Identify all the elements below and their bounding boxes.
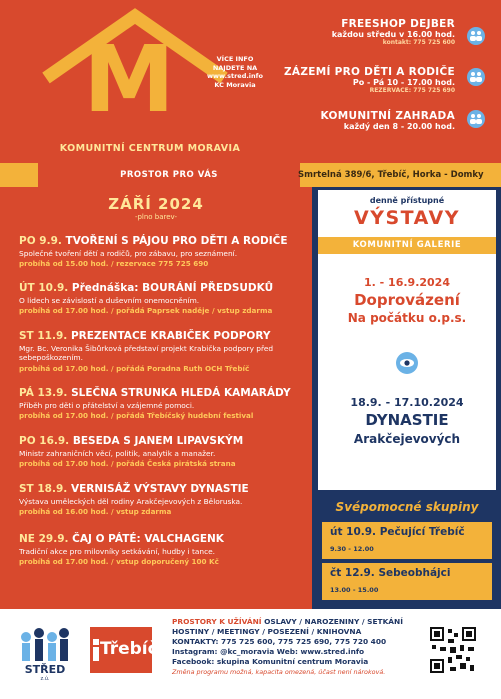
info-line: VÍCE INFO: [216, 55, 254, 63]
service-time: každou středu v 16.00 hod.: [331, 30, 455, 39]
footer: [0, 609, 501, 699]
event-title: ČAJ O PÁTÉ: VALCHAGENK: [72, 533, 224, 545]
event-date: PO 9.9.: [19, 235, 62, 247]
event-description: Ministr zahraničních věcí, politik, analytik a manažer.: [19, 449, 216, 458]
qr-code-icon: [428, 625, 478, 675]
info-link[interactable]: www.stred.info: [207, 72, 263, 80]
event-description: Příběh pro děti o přátelství a vzájemné pomoci.: [19, 401, 195, 410]
stred-name: STŘED: [24, 663, 66, 676]
event-title-line: [19, 282, 309, 294]
event-meta: probíhá od 17.00 hod. / pořádá Paprsek naděje / vstup zdarma: [19, 306, 273, 316]
header: [0, 0, 501, 163]
stred-sub: z.ú.: [40, 676, 50, 682]
event-item: [19, 533, 309, 566]
footer-note: Změna programu možná, kapacita omezená, účast není nároková.: [172, 668, 386, 676]
support-groups: [318, 496, 496, 606]
footer-label: PROSTORY K UŽÍVÁNÍ: [172, 617, 265, 626]
address: Smrtelná 389/6, Třebíč, Horka - Domky: [298, 170, 484, 180]
event-date: PÁ 13.9.: [19, 387, 68, 399]
event-title-line: [19, 533, 309, 545]
logo-letter: M: [83, 26, 171, 133]
service-contact: kontakt: 775 725 600: [382, 39, 455, 46]
gallery-label: KOMUNITNÍ GALERIE: [318, 237, 496, 254]
event-meta: probíhá od 16.00 hod. / vstup zdarma: [19, 507, 172, 517]
footer-contacts: [172, 617, 424, 677]
event-title: PREZENTACE KRABIČEK PODPORY: [70, 330, 271, 342]
event-meta: probíhá od 15.00 hod. / rezervace 775 725 690: [19, 259, 209, 269]
exhibition-date: 18.9. - 17.10.2024: [350, 396, 464, 409]
event-date: ÚT 10.9.: [19, 282, 69, 294]
event-title: BESEDA S JANEM LIPAVSKÝM: [72, 435, 244, 447]
event-description: Tradiční akce pro milovníky setkávání, hudby i tance.: [19, 547, 216, 556]
people-icon: [467, 27, 485, 45]
exhibitions-title: VÝSTAVY: [353, 207, 460, 229]
footer-phone: KONTAKTY: 775 725 600, 775 725 690, 775 720 400: [172, 637, 387, 646]
event-description-line: Mgr. Bc. Veronika Šibůrková představí projekt Krabička podpory před: [19, 344, 274, 353]
service-time: Po - Pá 10 - 17.00 hod.: [352, 78, 455, 87]
footer-label: Facebook:: [172, 657, 217, 666]
group-name: čt 12.9. Sebeobhájci: [330, 567, 451, 579]
groups-title: Svépomocné skupiny: [335, 500, 479, 514]
footer-label: Web:: [274, 647, 301, 656]
event-title: TVOŘENÍ S PÁJOU PRO DĚTI A RODIČE: [65, 235, 288, 247]
event-title-line: [19, 483, 309, 495]
event-title: SLEČNA STRUNKA HLEDÁ KAMARÁDY: [71, 387, 291, 399]
group-name: út 10.9. Pečující Třebíč: [330, 526, 465, 538]
event-description: Společné tvoření dětí a rodičů, pro zábavu, pro seznámení.: [19, 249, 238, 258]
event-date: ST 18.9.: [19, 483, 68, 495]
footer-uses: OSLAVY / NAROZENINY / SETKÁNÍ: [264, 617, 403, 626]
info-box: [205, 55, 265, 89]
event-title: Přednáška: BOURÁNÍ PŘEDSUDKŮ: [71, 282, 274, 294]
info-line: NAJDETE NA: [212, 63, 258, 72]
instagram-link[interactable]: @kc_moravia: [220, 647, 275, 656]
group-item: [322, 563, 492, 600]
footer-uses: HOSTINY / MEETINGY / POSEZENÍ / KNIHOVNA: [172, 627, 362, 636]
people-icon: [467, 110, 485, 128]
event-meta: probíhá od 17.00 hod. / pořádá Třebíčský hudební festival: [19, 411, 254, 421]
event-date: ST 11.9.: [19, 330, 68, 342]
event-item: [19, 387, 309, 420]
event-description-line: sebepoškozením.: [19, 353, 83, 363]
month-subtitle: -plno barev-: [134, 213, 178, 221]
service-freeshop: [332, 18, 455, 46]
exhibitions-availability: denně přístupné: [369, 196, 445, 205]
event-meta: probíhá od 17.00 hod. / vstup doporučený 100 Kč: [19, 557, 219, 567]
event-title-line: [19, 235, 309, 247]
exhibition-date: 1. - 16.9.2024: [364, 276, 450, 289]
service-family: [284, 66, 455, 94]
service-title: KOMUNITNÍ ZAHRADA: [320, 110, 455, 122]
exhibition-title: Doprovázení: [354, 291, 460, 309]
eye-icon: [396, 352, 418, 374]
event-item: [19, 435, 309, 468]
program-column: [0, 187, 312, 609]
event-item: [19, 235, 309, 268]
facebook-link[interactable]: skupina Komunitní centrum Moravia: [216, 657, 369, 666]
trebic-mark-icon: [93, 639, 99, 661]
event-description: Výstava uměleckých děl rodiny Arakčejevových z Běloruska.: [19, 497, 243, 506]
event-title: VERNISÁŽ VÝSTAVY DYNASTIE: [70, 483, 249, 495]
event-item: [19, 282, 309, 315]
event-date: NE 29.9.: [19, 533, 69, 545]
event-meta: probíhá od 17.00 hod. / pořádá Poradna Ruth OCH Třebíč: [19, 363, 250, 373]
event-item: [19, 483, 309, 516]
event-description: [19, 344, 309, 363]
address-bar: [0, 163, 501, 187]
exhibition-subtitle: Arakčejevových: [353, 432, 461, 446]
group-item: [322, 522, 492, 559]
service-title: ZÁZEMÍ PRO DĚTI A RODIČE: [283, 66, 455, 78]
group-time: 9.30 - 12.00: [330, 545, 374, 553]
footer-label: Instagram:: [172, 647, 221, 656]
service-title: FREESHOP DEJBER: [341, 18, 455, 30]
info-line: KC Moravia: [214, 80, 256, 89]
group-time: 13.00 - 15.00: [330, 586, 379, 594]
event-title-line: [19, 330, 309, 342]
event-title-line: [19, 387, 309, 399]
exhibition-title: DYNASTIE: [365, 411, 449, 429]
web-link[interactable]: www.stred.info: [300, 647, 365, 656]
event-meta: probíhá od 17.00 hod. / pořádá Česká pirátská strana: [19, 459, 236, 469]
people-icon: [467, 68, 485, 86]
trebic-logo: [90, 627, 158, 673]
tagline: PROSTOR PRO VÁS: [38, 163, 300, 187]
event-item: [19, 330, 309, 373]
month-title: ZÁŘÍ 2024: [108, 195, 204, 213]
service-time: každý den 8 - 20.00 hod.: [343, 122, 455, 131]
event-date: PO 16.9.: [19, 435, 70, 447]
service-contact: REZERVACE: 775 725 690: [369, 87, 455, 94]
org-name: KOMUNITNÍ CENTRUM MORAVIA: [59, 143, 241, 154]
event-description: O lidech se závislostí a duševním onemocněním.: [19, 296, 200, 305]
exhibition-subtitle: Na počátku o.p.s.: [347, 311, 467, 325]
trebic-name: Třebíč: [100, 639, 158, 659]
service-garden: [321, 110, 455, 131]
event-title-line: [19, 435, 309, 447]
exhibitions-panel: [318, 190, 496, 490]
